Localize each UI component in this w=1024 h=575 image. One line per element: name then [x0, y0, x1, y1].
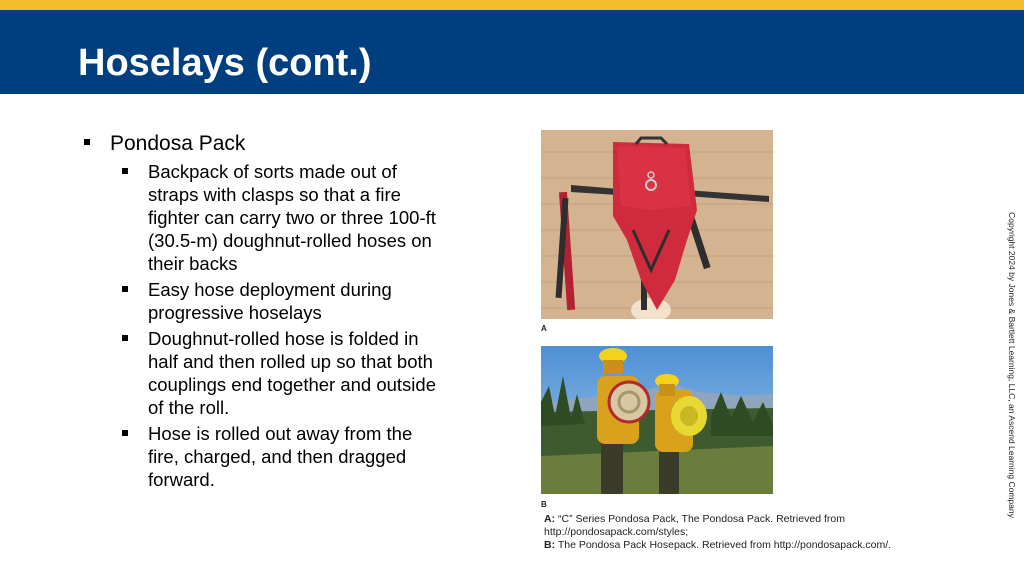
square-bullet-icon: [122, 168, 128, 174]
sub-bullet-text: Backpack of sorts made out of straps with clasps so that a fire fighter can carry two or three 100-ft (30.5-m) doughnut-rolled hoses on their backs: [148, 161, 436, 274]
figure-label-b: B: [541, 500, 547, 509]
bullet-text: Pondosa Pack: [110, 132, 246, 155]
sub-bullet-item: [84, 160, 448, 275]
pondosa-pack-photo: [541, 130, 773, 319]
square-bullet-icon: [122, 430, 128, 436]
firefighters-hosepack-photo: [541, 346, 773, 494]
figure-caption: [544, 513, 924, 552]
bullet-item-pondosa-pack: [84, 130, 464, 158]
copyright-notice: Copyright 2024 by Jones & Bartlett Learning, LLC, an Ascend Learning Company: [1007, 212, 1017, 518]
sub-bullet-text: Easy hose deployment during progressive hoselays: [148, 279, 392, 323]
sub-bullet-item: [84, 278, 448, 324]
caption-b-text: The Pondosa Pack Hosepack. Retrieved from http://pondosapack.com/.: [555, 539, 892, 551]
title-bar: [0, 10, 1024, 94]
sub-bullet-text: Doughnut-rolled hose is folded in half and then rolled up so that both couplings end together and outside of the roll.: [148, 328, 436, 418]
sub-bullet-text: Hose is rolled out away from the fire, charged, and then dragged forward.: [148, 423, 413, 490]
slide-title: Hoselays (cont.): [78, 42, 372, 84]
square-bullet-icon: [122, 335, 128, 341]
square-bullet-icon: [122, 286, 128, 292]
top-accent-stripe: [0, 0, 1024, 10]
caption-b-label: B:: [544, 539, 556, 551]
sub-bullet-item: [84, 422, 448, 491]
sub-bullet-item: [84, 327, 448, 419]
figure-label-a: A: [541, 324, 547, 333]
caption-a-text: “C” Series Pondosa Pack, The Pondosa Pack. Retrieved from http://pondosapack.com/styles;: [544, 513, 845, 538]
square-bullet-icon: [84, 139, 90, 145]
caption-a-label: A:: [544, 513, 556, 525]
bullet-list: [84, 130, 464, 494]
